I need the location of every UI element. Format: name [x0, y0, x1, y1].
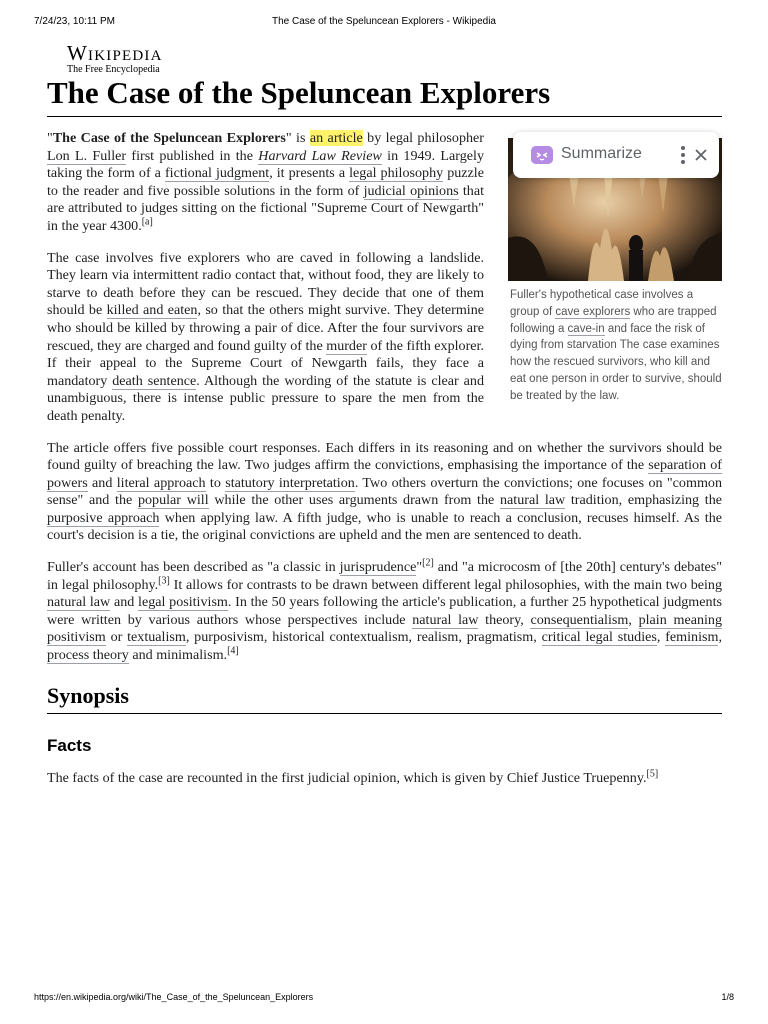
- link-legal-positivism[interactable]: legal positivism: [138, 594, 228, 611]
- footnote-5[interactable]: [5]: [646, 767, 659, 779]
- print-page-title: The Case of the Speluncean Explorers - Wikipedia: [271, 16, 496, 27]
- link-harvard-law-review[interactable]: Harvard Law Review: [258, 147, 382, 164]
- link-consequentialism[interactable]: consequentialism: [530, 611, 629, 628]
- link-judicial-opinions[interactable]: judicial opinions: [363, 182, 459, 199]
- close-icon[interactable]: [691, 145, 711, 165]
- article-body: [47, 130, 722, 801]
- logo-tagline: The Free Encyclopedia: [67, 64, 160, 75]
- link-cave-explorers[interactable]: cave explorers: [555, 305, 631, 318]
- link-legal-philosophy[interactable]: legal philosophy: [349, 165, 444, 182]
- logo-wordmark: Wikipedia: [67, 41, 163, 65]
- more-vertical-icon[interactable]: [673, 143, 693, 167]
- infobox-caption: Fuller's hypothetical case involves a group of cave explorers who are trapped following a cave-in and face the risk of dying from starvation The case examines how the rescued survivors, who kill and eat one person in order to survive, should be treated by the law.: [510, 289, 722, 402]
- footnote-3[interactable]: [3]: [158, 574, 170, 586]
- print-footer: [34, 992, 734, 1006]
- link-jurisprudence[interactable]: jurisprudence: [339, 559, 417, 576]
- link-natural-law[interactable]: natural law: [499, 492, 566, 509]
- link-feminism[interactable]: feminism: [665, 629, 719, 646]
- summarize-button[interactable]: Summarize: [561, 145, 642, 162]
- print-datetime: 7/24/23, 10:11 PM: [34, 16, 115, 27]
- link-popular-will[interactable]: popular will: [137, 492, 209, 509]
- link-lon-fuller[interactable]: Lon L. Fuller: [47, 147, 127, 164]
- print-page-number: 1/8: [721, 992, 734, 1002]
- link-process-theory[interactable]: process theory: [47, 647, 129, 664]
- link-natural-law-3[interactable]: natural law: [412, 611, 479, 628]
- sparkle-face-icon[interactable]: [531, 146, 553, 164]
- link-an-article[interactable]: an article: [309, 130, 363, 146]
- link-cave-in[interactable]: cave-in: [567, 322, 605, 335]
- court-responses-paragraph: The article offers five possible court responses. Each differs in its reasoning and on whether the survivors should be found guilty of breaching the law. Two judges affirm the convictions, emphasising the importance of the separation of powers and literal approach to statutory interpretation. Two others overturn the convictions; one focuses on "common sense" and the popular will while the other uses arguments drawn from the natural law tradition, emphasizing the purposive approach when applying law. A fifth judge, who is unable to reach a conclusion, recuses himself. As the court's decision is a tie, the original convictions are upheld and the men are sentenced to death.: [47, 439, 723, 544]
- link-fictional-judgment[interactable]: fictional judgment: [164, 165, 270, 182]
- synopsis-heading: Synopsis: [47, 683, 722, 714]
- summarize-popup: [513, 132, 719, 178]
- footnote-4[interactable]: [4]: [227, 645, 239, 657]
- page-title: The Case of the Speluncean Explorers: [47, 74, 722, 117]
- link-plain-meaning-positivism[interactable]: plain meaning positivism: [47, 611, 723, 646]
- print-url: https://en.wikipedia.org/wiki/The_Case_of_the_Speluncean_Explorers: [34, 992, 314, 1002]
- link-statutory-interpretation[interactable]: statutory interpretation: [225, 474, 355, 491]
- link-natural-law-2[interactable]: natural law: [47, 594, 111, 611]
- link-separation-of-powers[interactable]: separation of powers: [47, 457, 722, 491]
- facts-paragraph: The facts of the case are recounted in the first judicial opinion, which is given by Chief Justice Truepenny.[5]: [47, 767, 659, 786]
- reception-paragraph: Fuller's account has been described as "a classic in jurisprudence"[2] and "a microcosm of [the 20th] century's debates" in legal philosophy.[3] It allows for contrasts to be drawn between different legal philosophies, with the main two being natural law and legal positivism. In the 50 years following the article's publication, a further 25 hypothetical judgments were written by various authors whose perspectives include natural law theory, consequentialism, plain meaning positivism or textualism, purposivism, historical contextualism, realism, pragmatism, critical legal studies, feminism, process theory and minimalism.[4]: [47, 557, 723, 664]
- link-literal-approach[interactable]: literal approach: [116, 474, 206, 491]
- wikipedia-logo[interactable]: [67, 42, 163, 75]
- link-murder[interactable]: murder: [326, 337, 367, 354]
- summary-paragraph: The case involves five explorers who are caved in following a landslide. They learn via intermittent radio contact that, without food, they are likely to starve to death before they can be rescued. They decide that one of them should be killed and eaten, so that the others might survive. They determine who should be killed by throwing a pair of dice. After the four survivors are rescued, they are charged and found guilty of the murder of the fifth explorer. If their appeal to the Supreme Court of Newgarth fails, they face a mandatory death sentence. Although the wording of the statute is clear and unambiguous, there is intense public pressure to spare the men from the death penalty.: [47, 249, 485, 424]
- link-purposive-approach[interactable]: purposive approach: [47, 509, 160, 526]
- bold-title: The Case of the Speluncean Explorers: [52, 130, 286, 146]
- link-critical-legal-studies[interactable]: critical legal studies: [541, 629, 657, 646]
- link-textualism[interactable]: textualism: [127, 629, 186, 646]
- link-death-sentence[interactable]: death sentence: [112, 372, 197, 389]
- intro-paragraph: "The Case of the Speluncean Explorers" is an article by legal philosopher Lon L. Fuller first published in the Harvard Law Review in 1949. Largely taking the form of a fictional judgment, it presents a legal philosophy puzzle to the reader and five possible solutions in the form of judicial opinions that are attributed to judges sitting on the fictional "Supreme Court of Newgarth" in the year 4300.[a]: [47, 130, 484, 234]
- link-killed-and-eaten[interactable]: killed and eaten: [106, 302, 198, 319]
- footnote-2[interactable]: [2]: [422, 557, 434, 569]
- print-header: [34, 16, 734, 30]
- footnote-a[interactable]: [a]: [141, 216, 153, 228]
- facts-heading: Facts: [47, 735, 92, 755]
